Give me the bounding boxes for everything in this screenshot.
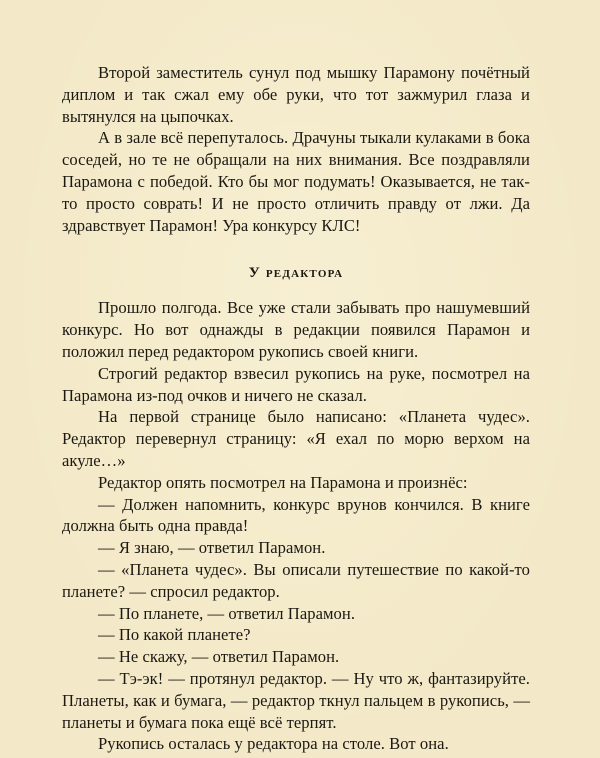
paragraph: А в зале всё перепуталось. Драчуны тыкали кулаками в бока соседей, но те не обращали на них внимания. Все поздравляли Парамона с победой. Кто бы мог подумать! Оказывается, не так-то просто соврать! И не просто отличить правду от лжи. Да здравствует Парамон! Ура конкурсу КЛС! (62, 128, 530, 235)
dialogue-line: — По какой планете? (98, 625, 251, 645)
dialogue-line: — Я знаю, — ответил Парамон. (98, 538, 326, 558)
dialogue-line: — Не скажу, — ответил Парамон. (98, 647, 340, 667)
dialogue-line: — Должен напомнить, конкурс врунов кончился. В книге должна быть одна правда! (62, 494, 530, 536)
dialogue-line: — По планете, — ответил Парамон. (98, 603, 356, 623)
paragraph: Строгий редактор взвесил рукопись на руке, посмотрел на Парамона из-под очков и ничего не сказал. (62, 363, 530, 405)
paragraph: На первой странице было написано: «Планета чудес». Редактор перевернул страницу: «Я ехал по морю верхом на акуле…» (62, 407, 530, 470)
section-heading: У редактора (248, 265, 344, 282)
paragraph: Рукопись осталась у редактора на столе. Вот она. (98, 734, 449, 754)
text-column (62, 62, 530, 755)
dialogue-line: — Тэ-эк! — протянул редактор. — Ну что ж, фантазируйте. Планеты, как и бумага, — редактор ткнул пальцем в рукопись, — планеты и бумага пока ещё всё терпят. (62, 668, 530, 732)
paragraph: Второй заместитель сунул под мышку Парамону почётный диплом и так сжал ему обе руки, что тот зажмурил глаза и вытянулся на цыпочках. (62, 63, 530, 126)
paragraph: Прошло полгода. Все уже стали забывать про нашумевший конкурс. Но вот однажды в редакции появился Парамон и положил перед редактором рукопись своей книги. (62, 298, 530, 361)
dialogue-line: — «Планета чудес». Вы описали путешествие по какой-то планете? — спросил редактор. (62, 559, 530, 601)
paragraph: Редактор опять посмотрел на Парамона и произнёс: (98, 472, 468, 492)
